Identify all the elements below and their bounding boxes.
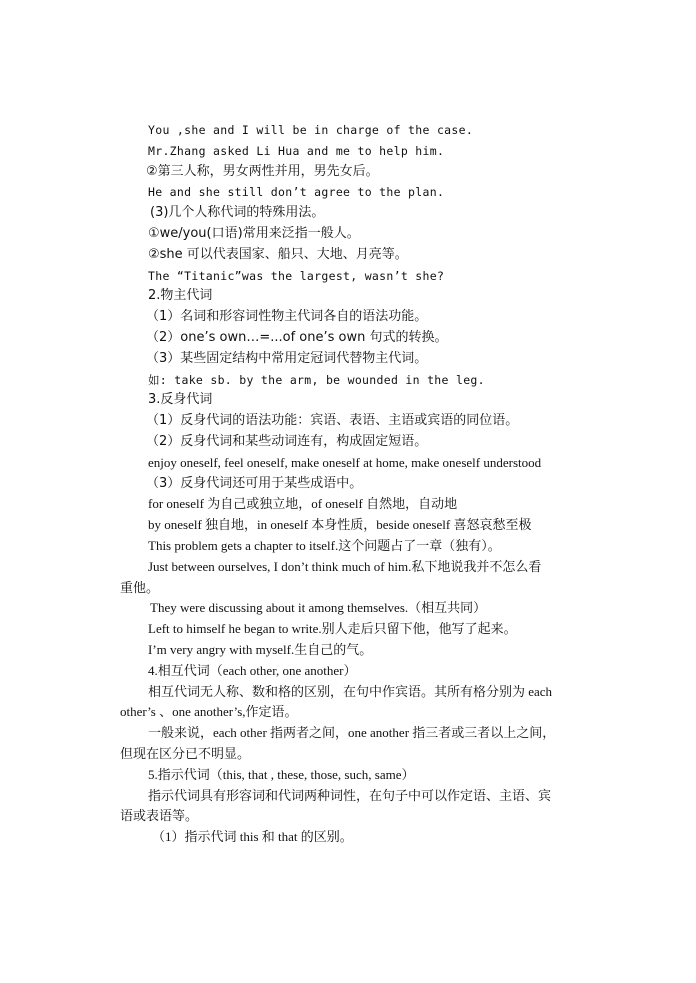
text-line: Just between ourselves, I don’t think much of him.私下地说我并不怎么看 — [148, 558, 542, 574]
text-line: 语或表语等。 — [120, 808, 199, 824]
text-line: This problem gets a chapter to itself.这个问题占了一章（独有）。 — [148, 537, 501, 553]
text-line: other’s 、one another’s,作定语。 — [120, 704, 298, 720]
text-line: （1）指示代词 this 和 that 的区别。 — [152, 829, 353, 845]
text-line: by oneself 独自地，in oneself 本身性质，beside oneself 喜怒哀愁至极 — [148, 517, 532, 533]
text-line: （3）反身代词还可用于某些成语中。 — [146, 475, 363, 491]
text-line: Mr.Zhang asked Li Hua and me to help him. — [148, 143, 445, 158]
text-line: 相互代词无人称、数和格的区别，在句中作宾语。其所有格分别为 each — [148, 683, 553, 699]
text-line: for oneself 为自己或独立地，of oneself 自然地，自动地 — [148, 496, 458, 512]
text-line: enjoy oneself, feel oneself, make oneself at home, make oneself understood — [148, 454, 542, 470]
section-heading: 2.物主代词 — [148, 288, 213, 304]
text-line: 指示代词具有形容词和代词两种词性，在句子中可以作定语、主语、宾 — [148, 787, 552, 803]
text-line: You ,she and I will be in charge of the case. — [148, 123, 474, 137]
text-line: 但现在区分已不明显。 — [120, 745, 251, 761]
text-line: ①we/you(口语)常用来泛指一般人。 — [148, 225, 360, 241]
text-line: Left to himself he began to write.别人走后只留下他，他写了起来。 — [148, 621, 517, 637]
text-line: （2）one’s own…=...of one’s own 句式的转换。 — [146, 329, 448, 345]
text-line: I’m very angry with myself.生自己的气。 — [148, 641, 373, 657]
document-page — [0, 120, 696, 848]
text-line: He and she still don’t agree to the plan. — [148, 185, 445, 200]
text-line: 如: take sb. by the arm, be wounded in the leg. — [148, 372, 485, 387]
text-line: 重他。 — [120, 579, 160, 595]
text-line: （3）某些固定结构中常用定冠词代替物主代词。 — [146, 350, 428, 366]
section-heading: 3.反身代词 — [148, 392, 213, 408]
text-line: （1）反身代词的语法功能：宾语、表语、主语或宾语的同位语。 — [146, 413, 519, 429]
text-line: (3)几个人称代词的特殊用法。 — [150, 205, 325, 221]
section-heading: 4.相互代词（each other, one another） — [148, 662, 357, 678]
text-line: ②第三人称，男女两性并用，男先女后。 — [146, 163, 379, 179]
text-line: ②she 可以代表国家、船只、大地、月亮等。 — [148, 246, 408, 262]
section-heading: 5.指示代词（this, that , these, those, such, same） — [148, 766, 415, 782]
text-line: （1）名词和形容词性物主代词各自的语法功能。 — [146, 309, 428, 325]
text-line: The “Titanic”was the largest, wasn’t she? — [148, 268, 445, 283]
text-line: （2）反身代词和某些动词连有，构成固定短语。 — [146, 433, 428, 449]
text-line: They were discussing about it among themselves.（相互共同） — [150, 600, 487, 616]
text-line: 一般来说，each other 指两者之间，one another 指三者或三者以上之间， — [148, 725, 556, 741]
